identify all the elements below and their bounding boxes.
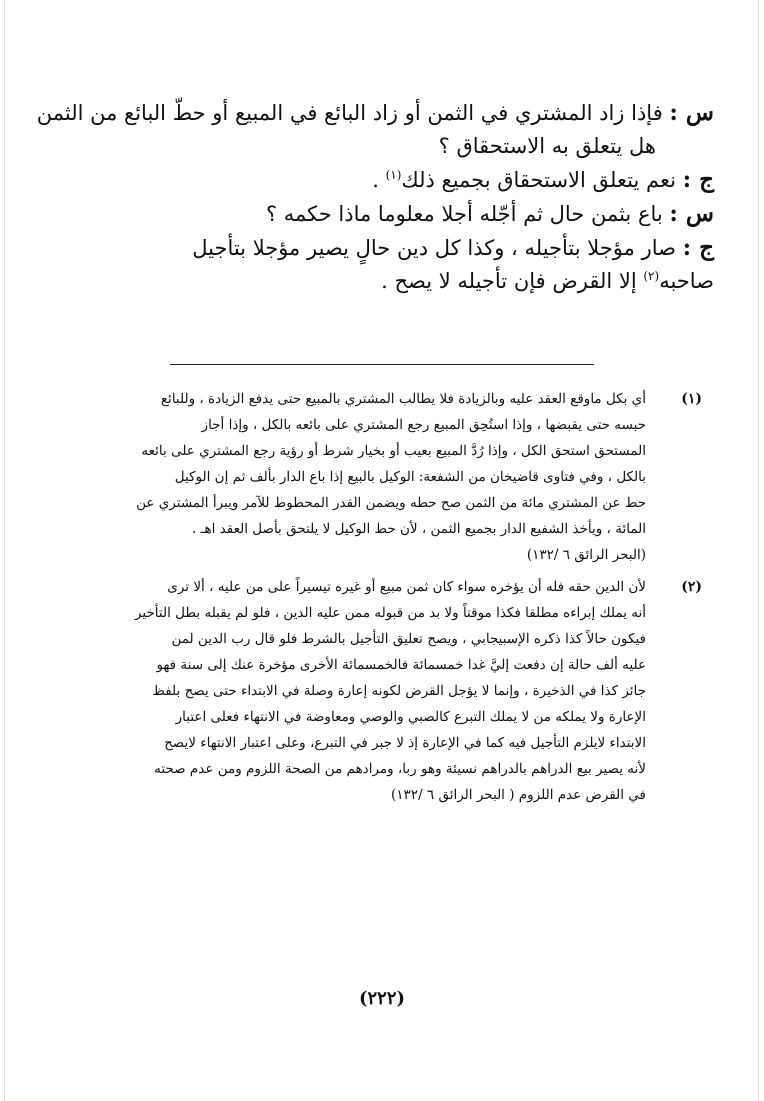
answer-marker: ج : [682, 234, 714, 261]
answer-2-line-2-end: إلا القرض فإن تأجيله لا يصح . [381, 269, 644, 293]
footnote-line: حبسه حتى يقبضها ، وإذا استُحِق المبيع رجع المشتري على بائعه بالكل ، وإذا أجاز [201, 417, 646, 433]
footnote-line: أي بكل ماوقع العقد عليه وبالزيادة فلا يطالب المشتري بالمبيع حتى يدفع الزيادة ، وللبائع [160, 391, 646, 407]
footnote-line: فيكون حالاً كذا ذكره الإسبيجابي ، ويصح تعليق التأجيل بالشرط فلو قال رب الدين لمن [171, 631, 646, 647]
footnote-1-reference: (البحر الرائق ٦ /١٣٢) [526, 547, 646, 563]
footnote-separator [170, 364, 594, 365]
page-number: (٢٢٢) [358, 988, 406, 1009]
question-2 [50, 197, 714, 231]
footnote-line: الابتداء لايلزم التأجيل فيه كما في الإعارة إذ لا جبر في التبرع، وعلى اعتبار الانتهاء لايصح [164, 735, 646, 751]
footnote-line: حط عن المشتري مائة من الثمن صح حطه ويضمن القدر المحطوط للآمر ويبرأ المشتري عن [136, 495, 646, 511]
question-answer-section [36, 96, 714, 298]
answer-2-text: صار مؤجلا بتأجيله ، وكذا كل دين حالٍ يصير مؤجلا بتأجيل [192, 236, 676, 260]
footnote-line: جائز كذا في الذخيرة ، وإنما لا يؤجل القرض لكونه إعارة وصلة في الابتداء حتى يصح بلفظ [152, 683, 646, 699]
answer-2-line-2-start: صاحبه [659, 269, 714, 293]
answer-2-line-1 [50, 231, 714, 265]
footnote-line: في القرض عدم اللزوم ( البحر الرائق ٦ /١٣٢) [391, 787, 646, 803]
footnote-line: عليه ألف حالة إن دفعت إليَّ غدا خمسمائة فالخمسمائة الأخرى مؤخرة عنك إلى سنة فهو [156, 657, 646, 673]
footnote-line: أنه يملك إبراءه مطلقا فكذا موقتاً ولا بد من قبوله ممن عليه الدين ، فلو لم يقبله بطل التأخير [134, 605, 646, 621]
answer-1-text: نعم يتعلق الاستحقاق بجميع ذلك [401, 168, 676, 192]
question-1-text: فإذا زاد المشتري في الثمن أو زاد البائع في المبيع أو حطّ البائع من الثمن [36, 101, 663, 125]
question-marker: س : [669, 200, 714, 227]
footnote-2 [50, 574, 702, 808]
footnote-1-number: (١) [681, 391, 702, 407]
footnote-line: لأن الدين حقه فله أن يؤخره سواء كان ثمن مبيع أو غيره تيسيراً على من عليه ، ألا ترى [167, 579, 646, 595]
footnote-line: بالكل ، وفي فتاوى قاضيخان من الشفعة: الوكيل بالبيع إذا باع الدار بألف ثم إن الوكيل [174, 469, 646, 485]
question-1-line-2: هل يتعلق به الاستحقاق ؟ [438, 134, 656, 158]
footnote-line: لأنه يصير بيع الدراهم بالدراهم نسيئة وهو ربا، ومرادهم من الصحة اللزوم ومن عدم صحته [154, 761, 646, 777]
footnote-1 [50, 386, 702, 568]
footnote-line: المستحق استحق الكل ، وإذا رُدَّ المبيع بعيب أو بخيار شرط أو رؤية رجع المشتري على بائعه [141, 443, 646, 459]
right-margin-guide [758, 0, 759, 1101]
answer-1-end: . [372, 168, 386, 192]
answer-marker: ج : [682, 166, 714, 193]
question-marker: س : [669, 99, 714, 126]
question-2-text: باع بثمن حال ثم أجّله أجلا معلوما ماذا حكمه ؟ [265, 202, 663, 226]
answer-2-line-2 [50, 265, 714, 298]
answer-1 [50, 163, 714, 197]
footnotes-section [50, 386, 702, 814]
question-1-line-1 [36, 96, 714, 130]
footnote-line: المائة ، ويأخذ الشفيع الدار بجميع الثمن ، لأن حط الوكيل لا يلتحق بأصل العقد اهـ . [191, 521, 646, 537]
left-margin-guide [4, 0, 5, 1101]
footnote-line: الإعارة ولا يملكه من لا يملك التبرع كالصبي والوصي ومعاوضة في الانتهاء فعلى اعتبار [175, 709, 646, 725]
footnote-ref-1[interactable]: (١) [385, 168, 402, 182]
footnote-ref-2[interactable]: (٢) [643, 269, 660, 283]
footnote-2-number: (٢) [681, 579, 702, 595]
